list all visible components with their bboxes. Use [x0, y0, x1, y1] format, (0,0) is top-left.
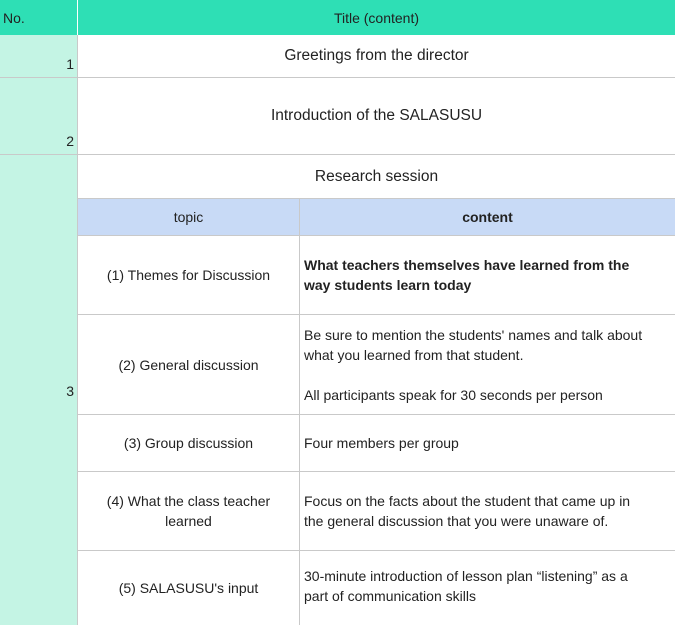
session-item-5-topic-cell: [77, 550, 299, 625]
session-item-4-topic-line-2: learned: [165, 513, 212, 529]
header-no-label: No.: [3, 9, 25, 26]
row-2-number-cell: [0, 77, 77, 154]
session-item-2-content-line-3: All participants speak for 30 seconds per person: [304, 386, 603, 403]
row-2-title-cell: [77, 77, 675, 154]
row-1-number: 1: [66, 56, 74, 72]
row-3-title: Research session: [314, 167, 439, 185]
session-item-4-topic-line-1: (4) What the class teacher: [106, 493, 271, 509]
session-item-1-content-line-2: way students learn today: [304, 277, 472, 293]
session-item-5-topic: (5) SALASUSU's input: [118, 580, 259, 596]
session-item-1-topic-cell: [77, 235, 299, 314]
session-item-2-content-line-1: Be sure to mention the students' names and talk about: [304, 326, 643, 343]
header-title-cell: [77, 0, 675, 35]
topic-header-label: topic: [173, 209, 204, 225]
row-1-title-cell: [77, 35, 675, 77]
session-item-3-topic: (3) Group discussion: [123, 435, 254, 451]
session-item-2-content-line-2: what you learned from that student.: [304, 346, 524, 363]
header-no-cell: [0, 0, 77, 35]
content-header-label: content: [462, 209, 513, 225]
session-item-4-topic-cell: [77, 471, 299, 550]
session-item-5-content-line-1: 30-minute introduction of lesson plan “listening” as a: [304, 568, 628, 584]
row-3-title-cell: [77, 154, 675, 198]
session-item-2-topic: (2) General discussion: [118, 356, 259, 373]
session-item-2-content-cell: [299, 314, 675, 414]
row-1-number-cell: [0, 35, 77, 77]
session-item-1-topic: (1) Themes for Discussion: [106, 267, 271, 283]
session-item-4-content-line-2: the general discussion that you were unaware of.: [304, 513, 609, 529]
session-item-5-content-line-2: part of communication skills: [304, 588, 476, 604]
session-item-1-content-line-1: What teachers themselves have learned from the: [304, 257, 630, 273]
session-item-3-content-cell: [299, 414, 675, 471]
session-item-4-content-line-1: Focus on the facts about the student that came up in: [304, 493, 631, 509]
row-2-title: Introduction of the SALASUSU: [270, 107, 483, 124]
row-3-number-cell: [0, 154, 77, 625]
session-item-3-topic-cell: [77, 414, 299, 471]
content-header-cell: [299, 198, 675, 235]
topic-header-cell: [77, 198, 299, 235]
row-2-number: 2: [66, 133, 74, 149]
row-3-number: 3: [66, 383, 74, 399]
session-item-2-topic-cell: [77, 314, 299, 414]
session-item-1-content-cell: [299, 235, 675, 314]
session-item-3-content: Four members per group: [304, 435, 459, 451]
header-title-label: Title (content): [333, 9, 420, 26]
session-item-4-content-cell: [299, 471, 675, 550]
row-1-title: Greetings from the director: [284, 47, 469, 64]
session-item-5-content-cell: [299, 550, 675, 625]
